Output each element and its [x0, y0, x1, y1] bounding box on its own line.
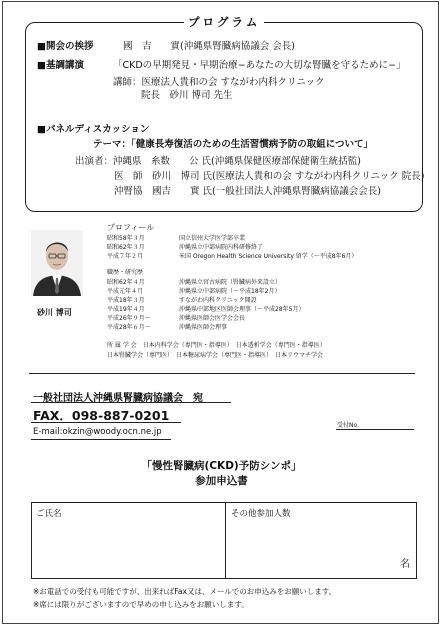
panelist-1: 出演者：沖縄県 糸数 公 氏(沖縄県保健医療部保健衛生統括監)	[75, 156, 361, 167]
email-address: E-mail:okzin@woody.ocn.ne.jp	[33, 427, 162, 437]
profile-heading: プロフィール	[107, 223, 155, 232]
form-subtitle: 参加申込書	[195, 475, 248, 487]
education-item: 昭和58年３月 国立信州大学医学部卒業	[107, 235, 246, 242]
career-item: 平成元年４月 沖縄県立中部病院（〜平成18年2月）	[107, 288, 281, 295]
recipient-underline	[31, 402, 231, 403]
opening-speaker: 國 吉 實(沖縄県腎臓病協議会 会長)	[123, 41, 295, 52]
lecturer-line1: 講師：医療法人貴和の会 すながわ内科クリニック	[113, 77, 325, 88]
others-field-label: その他参加人数	[231, 509, 291, 519]
education-item: 昭和62年３月 沖縄県立中部病院内科研修終了	[107, 244, 264, 251]
note-1: ※お電話での受付も可能ですが、出来ればFax又は、メールでのお申込みをお願いします。	[33, 587, 337, 596]
education-list	[107, 234, 357, 261]
doctor-photo	[31, 230, 83, 296]
opening-label: ■開会の挨拶	[37, 41, 94, 52]
panelist-3: 沖腎協 國吉 實 氏(一般社団法人沖縄県腎臓病協議会会長)	[114, 186, 381, 197]
lecturer-line2: 院長 砂川 博司 先生	[141, 90, 233, 101]
application-form	[31, 502, 417, 579]
career-heading: 職歴・研究歴	[107, 269, 144, 276]
receipt-line	[336, 429, 414, 430]
doctor-name: 砂川 博司	[37, 308, 72, 317]
fax-underline	[31, 422, 181, 423]
education-item: 平成７年２月 米国 Oregon Health Science University 留学（〜平成8年6月）	[107, 253, 358, 260]
career-item: 平成19年４月 沖縄県中部地区医師会理事（〜平成28年5月）	[107, 306, 305, 313]
fax-number: FAX．098-887-0201	[33, 408, 170, 423]
note-2: ※席には限りがございますので早めの申し込みをお願いします。	[33, 600, 249, 609]
societies-line1: 所 属 学 会 日本内科学会（専門医・指導医） 日本透析学会（専門医・指導医）	[107, 342, 326, 349]
lecture-label: ■基調講演	[37, 60, 84, 71]
count-unit: 名	[400, 559, 410, 570]
portrait-illustration	[31, 230, 83, 296]
form-divider	[225, 503, 226, 578]
panel-label: ■パネルディスカッション	[37, 124, 150, 135]
form-title: 「慢性腎臓病(CKD)予防シンポ」	[141, 460, 302, 472]
panel-theme: テーマ：「健康長寿復活のための生活習慣病予防の取組について」	[93, 139, 374, 150]
program-title: プログラム	[184, 14, 264, 30]
societies-line2: 日本腎臓学会（専門医） 日本糖尿病学会（専門医・指導医） 日本リウマチ学会	[107, 352, 324, 359]
career-item: 平成18年３月 すながわ内科クリニック開設	[107, 297, 257, 304]
career-list	[107, 278, 304, 332]
panelist-2: 医 師 砂川 博司 氏(医療法人貴和の会 すながわ内科クリニック 院長)	[114, 171, 425, 182]
name-field-label: ご氏名	[36, 509, 62, 519]
lecture-title: 「CKDの早期発見・早期治療−あなたの大切な腎臓を守るために−」	[113, 60, 406, 71]
career-item: 昭和62年４月 沖縄県立宮古病院（腎臓病外来設立）	[107, 279, 282, 286]
career-item: 平成28年６月〜 沖縄県医師会理事	[107, 324, 228, 331]
divider-line	[29, 373, 415, 374]
flyer-page	[2, 1, 439, 624]
recipient: 一般社団法人沖縄県腎臓病協議会 宛	[33, 393, 203, 404]
receipt-label: 受付No.	[337, 422, 359, 429]
career-item: 平成26年９月〜 沖縄県医師会医学会会長	[107, 315, 246, 322]
email-underline	[31, 439, 171, 440]
